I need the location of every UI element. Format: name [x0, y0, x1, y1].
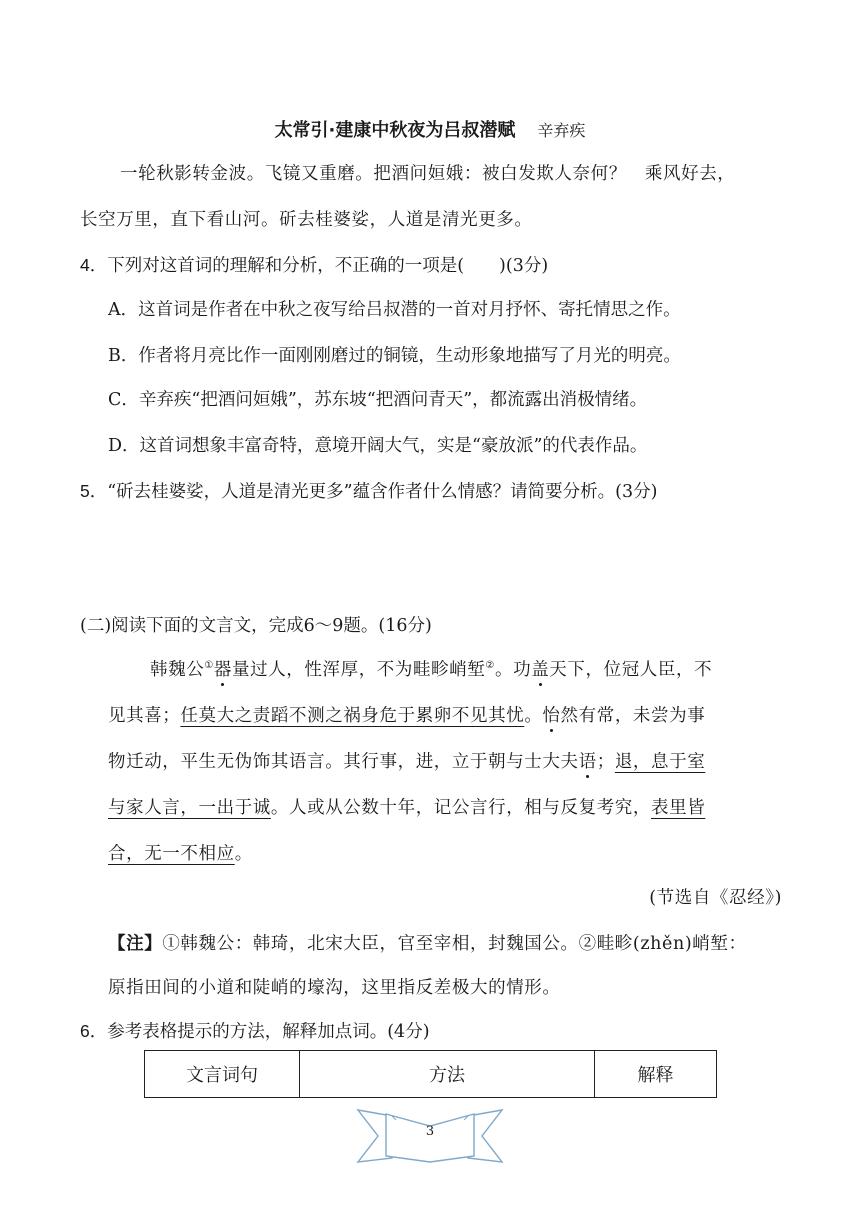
- table-header-cell: 方法: [300, 1051, 595, 1098]
- question-number: 5．: [80, 481, 108, 501]
- passage-text: 。功: [494, 660, 532, 680]
- dotted-word: 盖: [531, 656, 549, 681]
- underlined-sentence: 任莫大之责蹈不测之祸身危于累卵不见其忧: [180, 706, 525, 726]
- passage-line-1: [150, 656, 712, 681]
- passage-text: 物迁动，平生无伪饰其语言。其行事，进，立于朝与士大夫: [108, 752, 579, 772]
- question-4: [80, 252, 548, 277]
- dotted-word: 怡: [542, 702, 560, 727]
- table-header-cell: 文言词句: [145, 1051, 300, 1098]
- passage-text: 韩魏公: [150, 660, 205, 680]
- question-text: “斫去桂婆娑，人道是清光更多”蕴含作者什么情感？请简要分析。(3分): [107, 482, 658, 502]
- poem-title: 太常引·建康中秋夜为吕叔潜赋: [274, 120, 516, 141]
- passage-line-5: [108, 840, 253, 865]
- question-text: 参考表格提示的方法，解释加点词。(4分): [107, 1022, 430, 1042]
- passage-source: (节选自《忍经》): [649, 888, 782, 908]
- passage-text: 。: [524, 706, 543, 726]
- table-header-cell: 解释: [595, 1051, 717, 1098]
- underlined-sentence: 退，息于室: [614, 752, 706, 772]
- passage-text: 然有常，未尝为事: [560, 706, 706, 726]
- passage-line-4: [108, 794, 705, 819]
- note-tag: 【注】: [108, 934, 163, 954]
- question-text: 下列对这首词的理解和分析，不正确的一项是( )(3分): [107, 256, 549, 276]
- footnote-marker: ①: [204, 660, 214, 672]
- option-c: C．辛弃疾“把酒问姮娥”，苏东坡“把酒问青天”，都流露出消极情绪。: [108, 390, 648, 410]
- section-heading: (二)阅读下面的文言文，完成6～9题。(16分): [80, 616, 432, 636]
- question-5: [80, 478, 657, 503]
- passage-text: 见其喜；: [108, 706, 181, 726]
- passage-text: 量过人，性浑厚，不为畦畛峭堑: [232, 660, 486, 680]
- underlined-sentence: 合，无一不相应: [108, 844, 235, 864]
- option-d: D．这首词想象丰富奇特，意境开阔大气，实是“豪放派”的代表作品。: [108, 436, 648, 456]
- option-b: B．作者将月亮比作一面刚刚磨过的铜镜，生动形象地描写了月光的明亮。: [108, 346, 681, 366]
- poem-author: 辛弃疾: [537, 121, 586, 140]
- question-number: 4．: [80, 255, 108, 275]
- question-6: [80, 1018, 430, 1043]
- note-line-2: 原指田间的小道和陡峭的壕沟，这里指反差极大的情形。: [108, 978, 561, 998]
- passage-text: 。: [234, 844, 253, 864]
- page-number: 3: [425, 1124, 435, 1139]
- dotted-word: 器: [214, 656, 232, 681]
- underlined-sentence: 与家人言，一出于诚: [108, 798, 271, 818]
- note-line-1: [108, 930, 747, 955]
- question-number: 6．: [80, 1021, 108, 1041]
- method-table: [144, 1050, 717, 1098]
- poem-title-line: [0, 116, 860, 142]
- passage-text: 天下，位冠人臣，不: [549, 660, 713, 680]
- underlined-sentence: 表里皆: [651, 798, 706, 818]
- footnote-marker: ②: [485, 660, 495, 672]
- poem-line-1: 一轮秋影转金波。飞镜又重磨。把酒问姮娥：被白发欺人奈何？ 乘风好去，: [120, 164, 736, 184]
- poem-line-2: 长空万里，直下看山河。斫去桂婆娑，人道是清光更多。: [80, 210, 533, 230]
- passage-text: ；: [596, 752, 615, 772]
- passage-text: 。人或从公数十年，记公言行，相与反复考究，: [270, 798, 652, 818]
- dotted-word: 语: [579, 748, 597, 773]
- note-text: ①韩魏公：韩琦，北宋大臣，官至宰相，封魏国公。②畦畛(zhěn)峭堑：: [162, 934, 747, 954]
- option-a: A．这首词是作者在中秋之夜写给吕叔潜的一首对月抒怀、寄托情思之作。: [108, 300, 681, 320]
- passage-line-2: [108, 702, 705, 727]
- table-header-row: [145, 1051, 717, 1098]
- passage-line-3: [108, 748, 705, 773]
